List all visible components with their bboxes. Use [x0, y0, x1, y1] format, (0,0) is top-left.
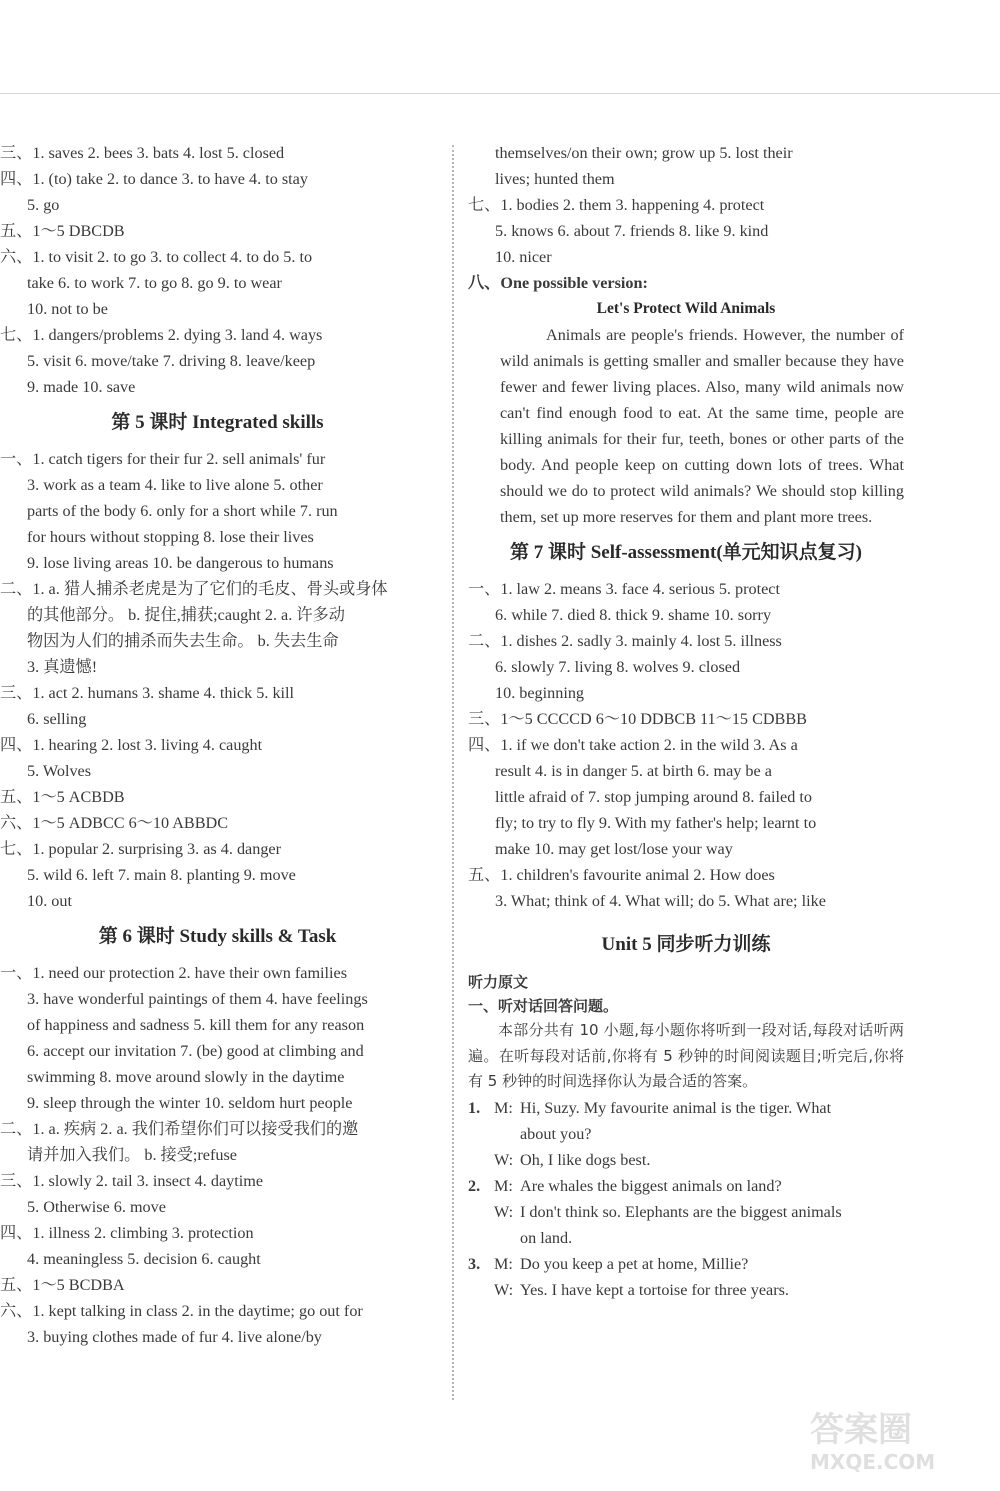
answer-line: 3. What; think of 4. What will; do 5. What are; like	[495, 892, 826, 910]
answer-line: 四、1. hearing 2. lost 3. living 4. caught	[0, 736, 263, 754]
watermark-url: MXQE.COM	[810, 1450, 936, 1474]
speaker-label: M:	[494, 1098, 513, 1117]
dialogue-text: about you?	[520, 1124, 592, 1143]
answer-line: 物因为人们的捕杀而失去生命。 b. 失去生命	[27, 632, 339, 650]
answer-line: 三、1. slowly 2. tail 3. insect 4. daytime	[0, 1172, 264, 1190]
listening-section-title: 听力原文	[468, 973, 529, 991]
self-assessment-answers	[468, 540, 904, 914]
answer-line: parts of the body 6. only for a short while 7. run	[27, 502, 338, 520]
answer-line: 5. wild 6. left 7. main 8. planting 9. move	[27, 866, 296, 884]
answer-line: 6. accept our invitation 7. (be) good at climbing and	[27, 1042, 364, 1060]
right-top-answers	[468, 140, 904, 296]
unit-heading: Unit 5 同步听力训练	[601, 934, 771, 955]
answer-line: 的其他部分。 b. 捉住,捕获;caught 2. a. 许多动	[27, 606, 345, 624]
answer-line: 请并加入我们。 b. 接受;refuse	[27, 1146, 237, 1164]
speaker-label: W:	[494, 1202, 514, 1221]
answer-line: 四、1. if we don't take action 2. in the wild 3. As a	[468, 736, 798, 754]
dialogue-text: Do you keep a pet at home, Millie?	[520, 1254, 749, 1273]
column-divider	[452, 145, 454, 1400]
dialogue-number: 2.	[468, 1176, 481, 1195]
speaker-label: W:	[494, 1150, 514, 1169]
dialogue-number: 1.	[468, 1098, 481, 1117]
lesson-heading: 第 5 课时 Integrated skills	[111, 412, 324, 433]
answer-line: 5. knows 6. about 7. friends 8. like 9. kind	[495, 222, 769, 240]
answer-line: 5. Otherwise 6. move	[27, 1198, 166, 1216]
dialogue-line	[468, 1277, 904, 1303]
answer-line: 10. beginning	[495, 684, 585, 702]
essay-title: Let's Protect Wild Animals	[596, 300, 776, 317]
answer-line: 七、1. dangers/problems 2. dying 3. land 4. ways	[0, 326, 323, 344]
dialogue-line	[468, 1251, 904, 1277]
answer-line: 5. go	[27, 196, 60, 214]
lesson-heading: 第 6 课时 Study skills & Task	[98, 926, 337, 947]
answer-line: 9. lose living areas 10. be dangerous to humans	[27, 554, 334, 572]
speaker-label: W:	[494, 1280, 514, 1299]
answer-line: 5. visit 6. move/take 7. driving 8. leave/keep	[27, 352, 316, 370]
answer-line: little afraid of 7. stop jumping around 8. failed to	[495, 788, 812, 806]
dialogue-list	[468, 1095, 904, 1303]
watermark-text: 答案圈	[810, 1410, 912, 1450]
answer-line: 六、1. kept talking in class 2. in the daytime; go out for	[0, 1302, 363, 1320]
answer-line: result 4. is in danger 5. at birth 6. may be a	[495, 762, 772, 780]
answer-line: 四、1. (to) take 2. to dance 3. to have 4. to stay	[0, 170, 308, 188]
watermark-logo	[810, 1410, 980, 1480]
answer-line: 3. buying clothes made of fur 4. live alone/by	[27, 1328, 322, 1346]
answer-line: 6. while 7. died 8. thick 9. shame 10. sorry	[495, 606, 772, 624]
answer-line: 二、1. a. 疾病 2. a. 我们希望你们可以接受我们的邀	[0, 1120, 359, 1138]
answer-line: 9. sleep through the winter 10. seldom hurt people	[27, 1094, 353, 1112]
answer-line: 七、1. popular 2. surprising 3. as 4. danger	[0, 840, 281, 858]
answer-line: 三、1. act 2. humans 3. shame 4. thick 5. kill	[0, 684, 295, 702]
answer-line: make 10. may get lost/lose your way	[495, 840, 733, 858]
essay-body: Animals are people's friends. However, the number of wild animals is getting smaller and smaller because they have fewer and fewer living places. Also, many wild animals now can't find enough food to eat. At the same time, people are killing animals for their fur, teeth, bones or other parts of the body. And people keep on cutting down lots of trees. What should we do to protect wild animals? We should stop killing them, set up more reserves for them and plant more trees.	[500, 326, 904, 526]
lesson-heading: 第 7 课时 Self-assessment(单元知识点复习)	[509, 542, 862, 563]
answer-line: 3. have wonderful paintings of them 4. have feelings	[27, 990, 368, 1008]
dialogue-line	[468, 1199, 904, 1225]
answer-line: 六、1～5 ADBCC 6～10 ABBDC	[0, 814, 229, 832]
answer-line: 三、1. saves 2. bees 3. bats 4. lost 5. closed	[0, 144, 285, 162]
answer-line: 七、1. bodies 2. them 3. happening 4. protect	[468, 196, 765, 214]
listening-part-title: 一、听对话回答问题。	[468, 997, 619, 1015]
answer-line: lives; hunted them	[495, 170, 615, 188]
answer-line: 10. out	[27, 892, 72, 910]
answer-line: 6. selling	[27, 710, 87, 728]
answer-line: 9. made 10. save	[27, 378, 136, 396]
dialogue-text: Yes. I have kept a tortoise for three years.	[520, 1280, 789, 1299]
answer-line: for hours without stopping 8. lose their lives	[27, 528, 314, 546]
answer-line: 一、1. need our protection 2. have their own families	[0, 964, 348, 982]
answer-line: 10. nicer	[495, 248, 552, 266]
answer-line: 3. work as a team 4. like to live alone 5. other	[27, 476, 323, 494]
dialogue-text: Oh, I like dogs best.	[520, 1150, 651, 1169]
answer-line: 五、1～5 BCDBA	[0, 1276, 125, 1294]
answer-line: 五、1～5 ACBDB	[0, 788, 125, 806]
answer-line: 三、1～5 CCCCD 6～10 DDBCB 11～15 CDBBB	[468, 710, 807, 728]
answer-line: 五、1. children's favourite animal 2. How does	[468, 866, 775, 884]
answer-line: of happiness and sadness 5. kill them for any reason	[27, 1016, 365, 1034]
answer-line: 四、1. illness 2. climbing 3. protection	[0, 1224, 254, 1242]
dialogue-line	[468, 1173, 904, 1199]
answer-line: 六、1. to visit 2. to go 3. to collect 4. to do 5. to	[0, 248, 313, 266]
answer-line: 10. not to be	[27, 300, 108, 318]
dialogue-line	[468, 1121, 904, 1147]
answer-line: 八、One possible version:	[468, 274, 648, 292]
answer-line: 二、1. dishes 2. sadly 3. mainly 4. lost 5. illness	[468, 632, 782, 650]
answer-line: 一、1. catch tigers for their fur 2. sell animals' fur	[0, 450, 326, 468]
answer-line: 5. Wolves	[27, 762, 92, 780]
answer-line: take 6. to work 7. to go 8. go 9. to wear	[27, 274, 282, 292]
answer-line: 4. meaningless 5. decision 6. caught	[27, 1250, 261, 1268]
speaker-label: M:	[494, 1254, 513, 1273]
dialogue-number: 3.	[468, 1254, 481, 1273]
dialogue-text: on land.	[520, 1228, 573, 1247]
dialogue-line	[468, 1225, 904, 1251]
answer-line: fly; to try to fly 9. With my father's help; learnt to	[495, 814, 817, 832]
answer-line: 一、1. law 2. means 3. face 4. serious 5. protect	[468, 580, 780, 598]
answer-line: 6. slowly 7. living 8. wolves 9. closed	[495, 658, 741, 676]
dialogue-text: Are whales the biggest animals on land?	[520, 1176, 782, 1195]
dialogue-text: Hi, Suzy. My favourite animal is the tiger. What	[520, 1098, 832, 1117]
answer-line: 3. 真遗憾!	[27, 658, 98, 676]
right-column	[468, 140, 904, 1303]
answer-line: themselves/on their own; grow up 5. lost their	[495, 144, 793, 162]
listening-instructions: 本部分共有 10 小题,每小题你将听到一段对话,每段对话听两遍。在听每段对话前,你将有 5 秒钟的时间阅读题目;听完后,你将有 5 秒钟的时间选择你认为最合适的答案。	[468, 1021, 904, 1090]
answer-line: swimming 8. move around slowly in the daytime	[27, 1068, 345, 1086]
speaker-label: M:	[494, 1176, 513, 1195]
answer-line: 五、1～5 DBCDB	[0, 222, 125, 240]
answer-line: 二、1. a. 猎人捕杀老虎是为了它们的毛皮、骨头或身体	[0, 580, 388, 598]
header-rule	[0, 93, 1000, 94]
dialogue-line	[468, 1095, 904, 1121]
left-column	[0, 140, 435, 1350]
dialogue-text: I don't think so. Elephants are the biggest animals	[520, 1202, 842, 1221]
dialogue-line	[468, 1147, 904, 1173]
